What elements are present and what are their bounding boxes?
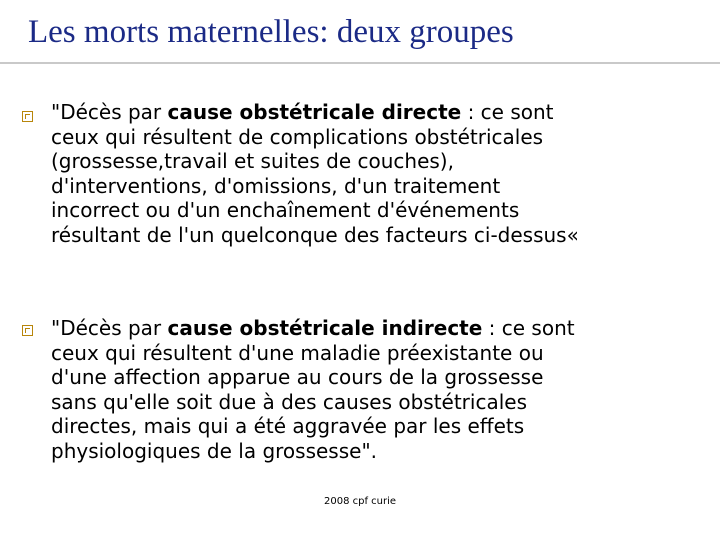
paragraph-line: (grossesse,travail et suites de couches), xyxy=(51,149,454,174)
bullet-paragraph-direct xyxy=(51,100,711,248)
paragraph-line: d'une affection apparue au cours de la grossesse xyxy=(51,365,544,390)
paragraph-line: "Décès par cause obstétricale indirecte : ce sont xyxy=(51,316,575,340)
square-bullet-icon xyxy=(22,111,33,122)
emphasis-direct: cause obstétricale directe xyxy=(167,100,462,124)
emphasis-indirect: cause obstétricale indirecte xyxy=(167,316,483,340)
square-bullet-icon xyxy=(22,325,33,336)
paragraph-line: ceux qui résultent d'une maladie préexistante ou xyxy=(51,340,544,365)
paragraph-line: d'interventions, d'omissions, d'un traitement xyxy=(51,173,501,198)
paragraph-line: "Décès par cause obstétricale directe : ce sont xyxy=(51,100,554,124)
slide-title: Les morts maternelles: deux groupes xyxy=(28,14,514,50)
bullet-paragraph-indirect xyxy=(51,316,711,464)
title-divider xyxy=(0,62,720,64)
paragraph-line: incorrect ou d'un enchaînement d'événements xyxy=(51,198,520,223)
paragraph-line: directes, mais qui a été aggravée par les effets xyxy=(51,414,525,439)
footer-credit: 2008 cpf curie xyxy=(324,496,397,507)
paragraph-line: physiologiques de la grossesse". xyxy=(51,438,378,463)
paragraph-line: sans qu'elle soit due à des causes obstétricales xyxy=(51,389,527,414)
paragraph-line: résultant de l'un quelconque des facteurs ci-dessus« xyxy=(51,222,579,247)
paragraph-line: ceux qui résultent de complications obstétricales xyxy=(51,124,544,149)
